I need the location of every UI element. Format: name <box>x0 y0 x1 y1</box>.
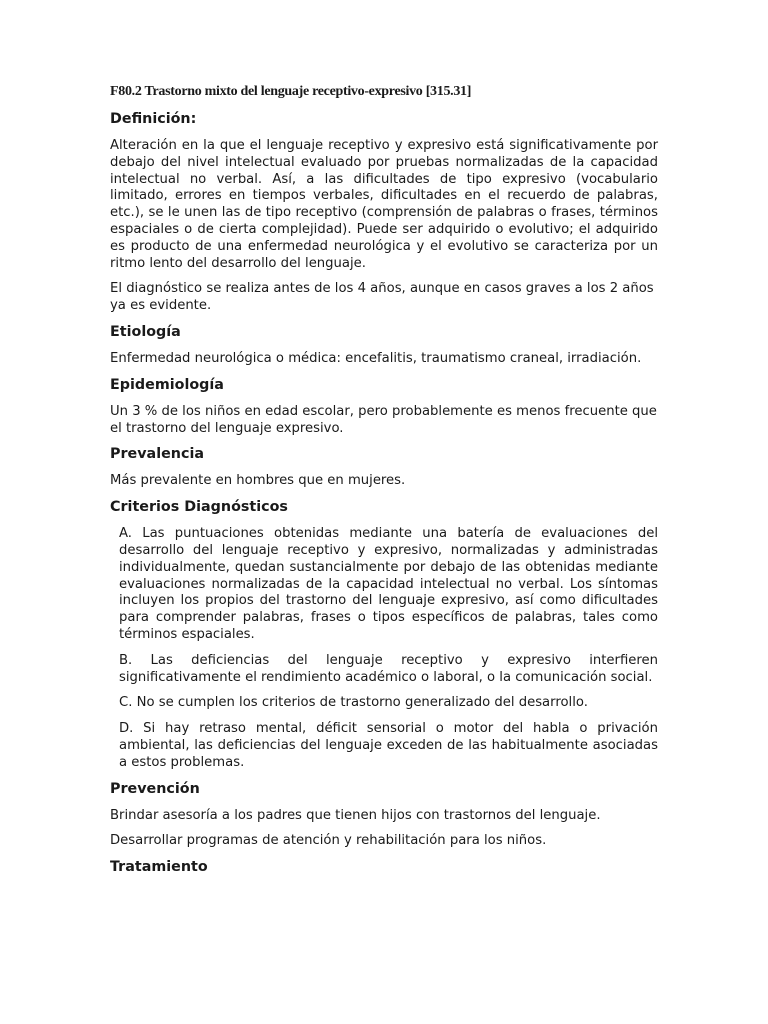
prevalencia-paragraph: Más prevalente en hombres que en mujeres. <box>110 473 406 489</box>
heading-criterios: Criterios Diagnósticos <box>110 499 288 516</box>
criterion-d: D. Si hay retraso mental, déficit sensorial o motor del habla o privación ambiental, las deficiencias del lenguaje exceden de las habitualmente asociadas a estos problemas. <box>119 721 658 770</box>
definicion-paragraph-2: El diagnóstico se realiza antes de los 4 años, aunque en casos graves a los 2 años ya es evidente. <box>110 281 654 314</box>
prevencion-paragraph-1: Brindar asesoría a los padres que tienen hijos con trastornos del lenguaje. <box>110 807 601 823</box>
epidemiologia-paragraph: Un 3 % de los niños en edad escolar, pero probablemente es menos frecuente que el trastorno del lenguaje expresivo. <box>110 403 657 436</box>
document-page <box>110 84 658 886</box>
criterion-b: B. Las deficiencias del lenguaje receptivo y expresivo interfieren significativamente el rendimiento académico o laboral, o la comunicación social. <box>119 652 658 685</box>
etiologia-paragraph: Enfermedad neurológica o médica: encefalitis, traumatismo craneal, irradiación. <box>110 350 642 366</box>
document-title: F80.2 Trastorno mixto del lenguaje receptivo-expresivo [315.31] <box>110 84 472 99</box>
heading-definicion: Definición: <box>110 111 197 127</box>
heading-prevalencia: Prevalencia <box>110 446 204 463</box>
heading-prevencion: Prevención <box>110 780 200 797</box>
criterion-a: A. Las puntuaciones obtenidas mediante una batería de evaluaciones del desarrollo del lenguaje receptivo y expresivo, normalizadas y administradas individualmente, quedan sustancialmente por debajo de las obtenidas mediante evaluaciones normalizadas de la capacidad intelectual no verbal. Los síntomas incluyen los propios del trastorno del lenguaje expresivo, así como dificultades para comprender palabras, frases o tipos específicos de palabras, tales como términos espaciales. <box>119 526 658 642</box>
heading-epidemiologia: Epidemiología <box>110 376 224 393</box>
definicion-paragraph-1: Alteración en la que el lenguaje receptivo y expresivo está significativamente por debajo del nivel intelectual evaluado por pruebas normalizadas de la capacidad intelectual no verbal. Así, a las dificultades de tipo expresivo (vocabulario limitado, errores en tiempos verbales, dificultades en el recuerdo de palabras, etc.), se le unen las de tipo receptivo (comprensión de palabras o frases, términos espaciales o de cierta complejidad). Puede ser adquirido o evolutivo; el adquirido es producto de una enfermedad neurológica y el evolutivo se caracteriza por un ritmo lento del desarrollo del lenguaje. <box>110 138 658 271</box>
prevencion-paragraph-2: Desarrollar programas de atención y rehabilitación para los niños. <box>110 833 547 849</box>
criterion-c: C. No se cumplen los criterios de trastorno generalizado del desarrollo. <box>119 695 588 711</box>
heading-etiologia: Etiología <box>110 323 181 340</box>
heading-tratamiento: Tratamiento <box>110 859 208 876</box>
criteria-list <box>119 526 658 771</box>
